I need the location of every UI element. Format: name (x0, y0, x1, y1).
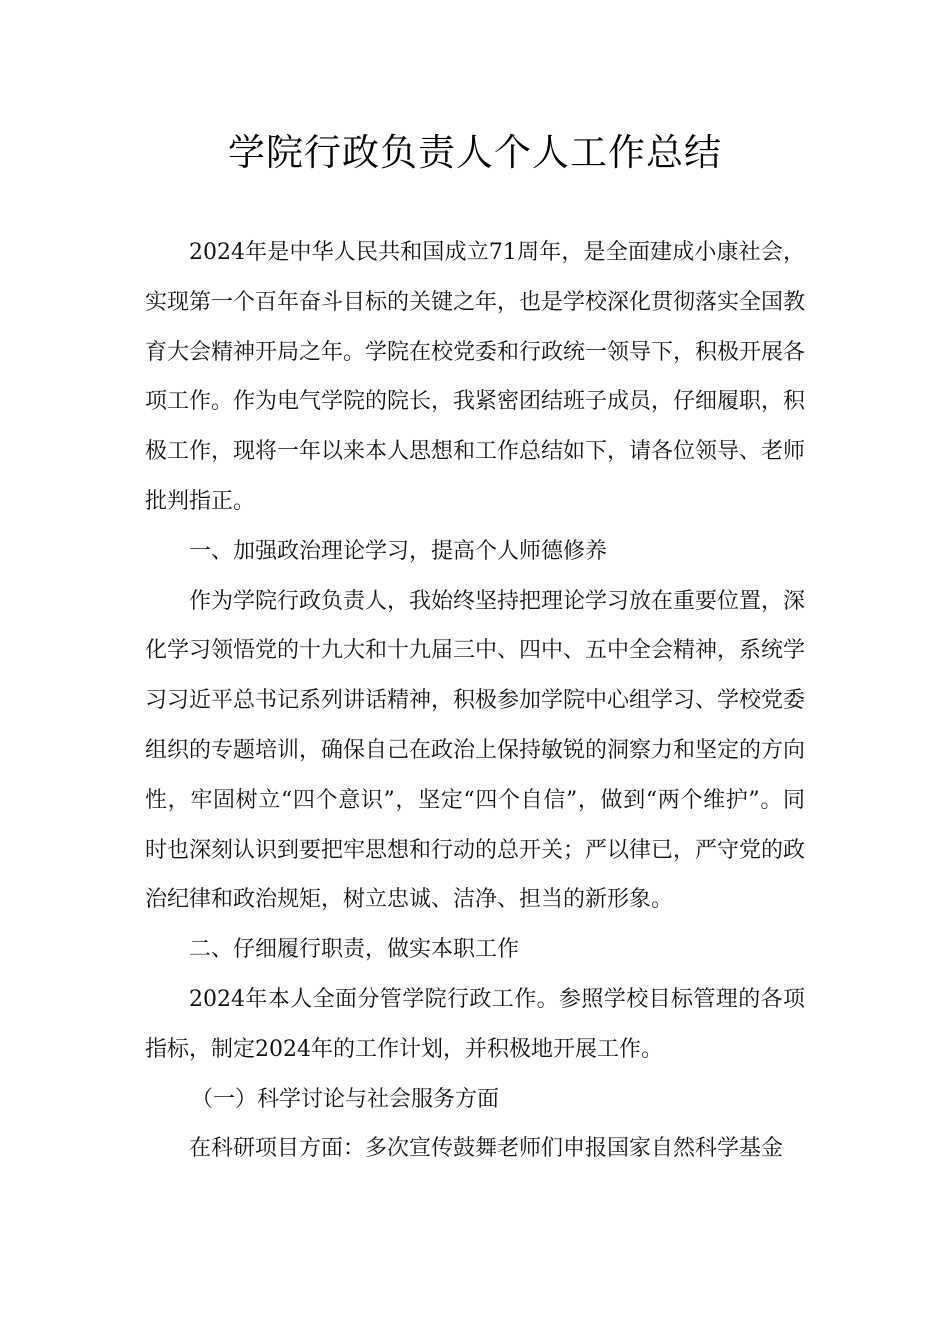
document-title: 学院行政负责人个人工作总结 (228, 131, 722, 174)
subsection-heading-1: （一）科学讨论与社会服务方面 (191, 1086, 500, 1112)
paragraph-intro: 2024年是中华人民共和国成立71周年，是全面建成小康社会，实现第一个百年奋斗目标的关键之年，也是学校深化贯彻落实全国教育大会精神开局之年。学院在校党委和行政统一领导下，积极开展各项工作。作为电气学院的院长，我紧密团结班子成员，仔细履职，积极工作，现将一年以来本人思想和工作总结如下，请各位领导、老师批判指正。 (145, 240, 806, 514)
paragraph-political-study: 作为学院行政负责人，我始终坚持把理论学习放在重要位置，深化学习领悟党的十九大和十九届三中、四中、五中全会精神，系统学习习近平总书记系列讲话精神，积极参加学院中心组学习、学校党委组织的专题培训，确保自己在政治上保持敏锐的洞察力和坚定的方向性，牢固树立“四个意识”，坚定“四个自信”，做到“两个维护”。同时也深刻认识到要把牢思想和行动的总开关；严以律已，严守党的政治纪律和政治规矩，树立忠诚、洁净、担当的新形象。 (145, 588, 806, 913)
section-heading-2: 二、仔细履行职责，做实本职工作 (189, 937, 520, 963)
section-heading-1: 一、加强政治理论学习，提高个人师德修养 (189, 538, 608, 564)
document-body (145, 228, 805, 1174)
paragraph-research: 在科研项目方面：多次宣传鼓舞老师们申报国家自然科学基金 (189, 1136, 784, 1162)
paragraph-work-plan: 2024年本人全面分管学院行政工作。参照学校目标管理的各项指标，制定2024年的工作计划，并积极地开展工作。 (145, 986, 805, 1062)
